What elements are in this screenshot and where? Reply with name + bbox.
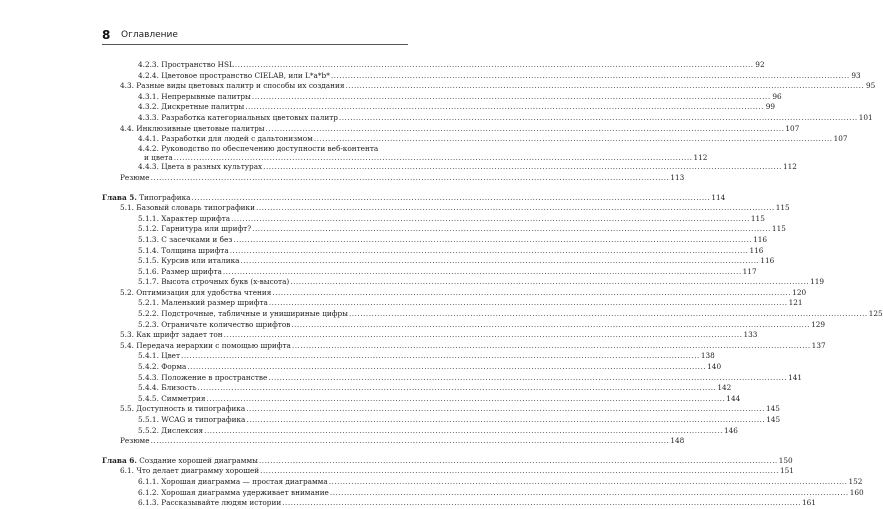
dot-leader (151, 436, 670, 447)
dot-leader (345, 81, 864, 92)
toc-page-number: 160 (849, 487, 864, 497)
toc-entry (102, 309, 883, 320)
toc-entry (102, 277, 825, 288)
dot-leader (230, 246, 749, 257)
toc-entry-title: 5.2. Оптимизация для удобства чтения (120, 287, 272, 297)
toc-entry (102, 234, 768, 246)
toc-entry-title: 5.1.4. Толщина шрифта (138, 245, 229, 255)
toc-page-number: 93 (851, 70, 861, 80)
toc-page-number: 115 (771, 224, 786, 234)
toc-page-number: 101 (858, 112, 873, 122)
toc-page-number: 152 (848, 476, 863, 486)
dot-leader (187, 362, 706, 373)
toc-chapter-entry (102, 192, 726, 204)
toc-page-number: 138 (700, 351, 715, 361)
toc-page-number: 116 (753, 234, 768, 244)
toc-entry-title: 4.4.2. Руководство по обеспечению доступности веб-контента (138, 143, 379, 153)
toc-page-number: 140 (707, 362, 722, 372)
toc-entry-title: 6.1.1. Хорошая диаграмма — простая диаграмма (138, 476, 328, 486)
toc-page-number: 116 (760, 256, 775, 266)
toc-entry-title: 6.1.3. Рассказывайте людям истории (138, 498, 282, 508)
dot-leader (235, 60, 754, 71)
toc-entry-title: 5.5.2. Дислексия (138, 425, 204, 435)
toc-entry-title: 5.4.5. Симметрия (138, 393, 206, 403)
toc-entry (102, 112, 873, 124)
toc-entry (102, 123, 800, 135)
dot-leader (174, 154, 693, 163)
section-gap (102, 184, 402, 193)
toc-entry-title (102, 456, 258, 467)
toc-entry (102, 340, 826, 352)
toc-page-number: 115 (775, 203, 790, 213)
toc-page-number: 133 (743, 330, 758, 340)
toc-page-number: 116 (749, 245, 764, 255)
toc-entry-title: 5.4. Передача иерархии с помощью шрифта (120, 340, 291, 350)
toc-page-number: 144 (726, 393, 741, 403)
toc-entry (102, 224, 786, 235)
toc-entry-title: 5.4.2. Форма (138, 362, 187, 372)
toc-entry (102, 476, 863, 488)
toc-page-number: 112 (782, 162, 797, 172)
dot-leader (268, 373, 787, 384)
toc-entry (102, 466, 794, 477)
table-of-contents (102, 60, 883, 509)
toc-entry (102, 172, 685, 184)
toc-entry (102, 91, 782, 103)
toc-entry-title: 5.1. Базовый словарь типографики (120, 203, 255, 213)
toc-page-number: 112 (693, 152, 708, 162)
toc-entry-title: 5.4.1. Цвет (138, 351, 181, 361)
toc-entry-title: 5.1.2. Гарнитура или шрифт? (138, 224, 252, 234)
toc-page-number: 141 (788, 372, 803, 382)
dot-leader (349, 309, 868, 320)
dot-leader (252, 224, 771, 235)
toc-entry-title: 4.4. Инклюзивные цветовые палитры (120, 123, 265, 133)
toc-entry (102, 383, 732, 394)
dot-leader (224, 330, 743, 341)
toc-page-number: 125 (868, 309, 883, 319)
toc-page-number: 146 (723, 425, 738, 435)
toc-page-number: 137 (811, 340, 826, 350)
toc-entry (102, 298, 803, 309)
toc-page-number: 114 (711, 192, 726, 202)
toc-page-number: 145 (766, 404, 780, 414)
toc-page-number: 142 (717, 383, 732, 393)
toc-entry-title: 5.1.7. Высота строчных букв (x-высота) (138, 277, 290, 287)
toc-entry (102, 415, 781, 426)
toc-entry-title: 4.3. Разные виды цветовых палитр и способы их создания (120, 81, 345, 91)
dot-leader (329, 477, 848, 488)
toc-entry-title: 5.5.1. WCAG и типографика (138, 415, 246, 424)
toc-entry (102, 372, 803, 384)
toc-entry (102, 162, 797, 173)
toc-entry (102, 319, 826, 331)
toc-entry (102, 436, 685, 447)
toc-entry (102, 203, 790, 214)
dot-leader (269, 298, 788, 309)
chapter-title: Создание хорошей диаграммы (136, 455, 258, 465)
toc-entry (102, 404, 780, 415)
dot-leader (181, 351, 700, 362)
dot-leader (282, 498, 801, 509)
toc-page-number: 115 (750, 213, 765, 223)
toc-entry (102, 245, 764, 257)
dot-leader (291, 320, 810, 331)
toc-entry-title: 5.1.3. С засечками и без (138, 234, 233, 244)
toc-page-number: 99 (765, 102, 776, 112)
dot-leader (259, 456, 778, 467)
page-number: 8 (102, 28, 111, 42)
toc-page-number: 107 (785, 123, 800, 133)
dot-leader (314, 134, 833, 145)
chapter-label: Глава 5. (102, 192, 137, 202)
toc-entry-title: 5.3. Как шрифт задает тон (120, 330, 223, 340)
toc-entry (102, 152, 708, 163)
dot-leader (266, 124, 785, 135)
dot-leader (292, 341, 811, 352)
dot-leader (339, 113, 858, 124)
toc-entry-title: 4.2.4. Цветовое пространство CIELAB, или L*a*b* (138, 70, 330, 80)
toc-entry-title: 4.4.3. Цвета в разных культурах (138, 162, 263, 172)
toc-entry-title: 4.2.3. Пространство HSL (138, 60, 234, 69)
toc-entry (102, 256, 775, 267)
dot-leader (151, 173, 670, 184)
toc-entry (102, 81, 876, 92)
toc-entry (102, 102, 776, 113)
toc-chapter-entry (102, 455, 793, 467)
toc-entry-title: 5.1.1. Характер шрифта (138, 213, 231, 223)
toc-entry-title: Резюме (120, 172, 150, 182)
toc-page-number: 161 (802, 498, 816, 508)
toc-entry (102, 498, 816, 509)
toc-entry-title: 5.1.6. Размер шрифта (138, 266, 222, 276)
toc-page-number: 119 (810, 277, 825, 287)
toc-entry-title: 4.3.3. Разработка категориальных цветовых палитр (138, 112, 338, 122)
dot-leader (290, 277, 809, 288)
dot-leader (192, 193, 711, 204)
toc-entry-title: 4.3.2. Дискретные палитры (138, 102, 245, 112)
toc-page-number: 120 (792, 287, 807, 297)
toc-entry (102, 351, 715, 362)
toc-page-number: 145 (766, 415, 781, 424)
dot-leader (330, 488, 849, 499)
dot-leader (207, 394, 726, 405)
toc-entry-title: Резюме (120, 436, 150, 446)
toc-page-number: 148 (670, 436, 685, 446)
toc-page-number: 92 (755, 60, 765, 69)
toc-page-number: 117 (742, 266, 757, 276)
dot-leader (231, 214, 750, 225)
chapter-title: Типографика (136, 192, 191, 202)
toc-entry (102, 487, 864, 499)
toc-entry (102, 70, 861, 82)
toc-entry-title: 5.2.3. Ограничьте количество шрифтов (138, 319, 291, 329)
toc-page-number: 113 (670, 172, 685, 182)
dot-leader (241, 256, 760, 267)
dot-leader (198, 383, 717, 394)
toc-entry (102, 213, 765, 225)
toc-entry-title: 5.1.5. Курсив или италика (138, 256, 240, 266)
toc-entry (102, 287, 807, 299)
toc-entry-title (102, 193, 191, 204)
dot-leader (246, 404, 765, 415)
toc-entry (102, 330, 758, 341)
page-header (102, 30, 408, 45)
toc-entry (102, 425, 738, 437)
toc-entry-title: 4.4.1. Разработки для людей с дальтонизмом (138, 134, 313, 144)
section-gap (102, 447, 402, 456)
dot-leader (204, 426, 723, 437)
toc-entry (102, 393, 741, 405)
toc-entry-title: 5.4.4. Близость (138, 383, 197, 393)
toc-entry (102, 266, 757, 278)
toc-entry-title: 6.1.2. Хорошая диаграмма удерживает внимание (138, 487, 329, 497)
dot-leader (272, 288, 791, 299)
dot-leader (245, 102, 764, 113)
dot-leader (233, 235, 752, 246)
dot-leader (263, 162, 782, 173)
toc-page-number: 96 (772, 91, 782, 101)
toc-page-number: 150 (778, 455, 793, 465)
toc-entry (102, 362, 722, 373)
dot-leader (256, 203, 775, 214)
toc-entry-title: 5.5. Доступность и типографика (120, 404, 246, 414)
chapter-label: Глава 6. (102, 455, 137, 465)
toc-entry-title: 5.2.2. Подстрочные, табличные и унишириные цифры (138, 309, 348, 319)
dot-leader (252, 92, 771, 103)
toc-entry-title: 5.4.3. Положение в пространстве (138, 372, 268, 382)
toc-entry-title: 6.1. Что делает диаграмму хорошей (120, 466, 260, 476)
toc-entry-title: и цвета (144, 152, 173, 162)
toc-page-number: 151 (779, 466, 794, 476)
dot-leader (331, 71, 850, 82)
dot-leader (246, 415, 765, 426)
dot-leader (223, 267, 742, 278)
toc-page-number: 129 (811, 319, 826, 329)
toc-entry-title: 4.3.1. Непрерывные палитры (138, 91, 251, 101)
toc-entry (102, 60, 765, 71)
toc-page-number: 121 (788, 298, 803, 308)
toc-entry-title: 5.2.1. Маленький размер шрифта (138, 298, 268, 308)
running-title: Оглавление (121, 30, 178, 40)
dot-leader (260, 466, 779, 477)
toc-page-number: 107 (833, 134, 848, 144)
toc-page-number: 95 (865, 81, 876, 91)
